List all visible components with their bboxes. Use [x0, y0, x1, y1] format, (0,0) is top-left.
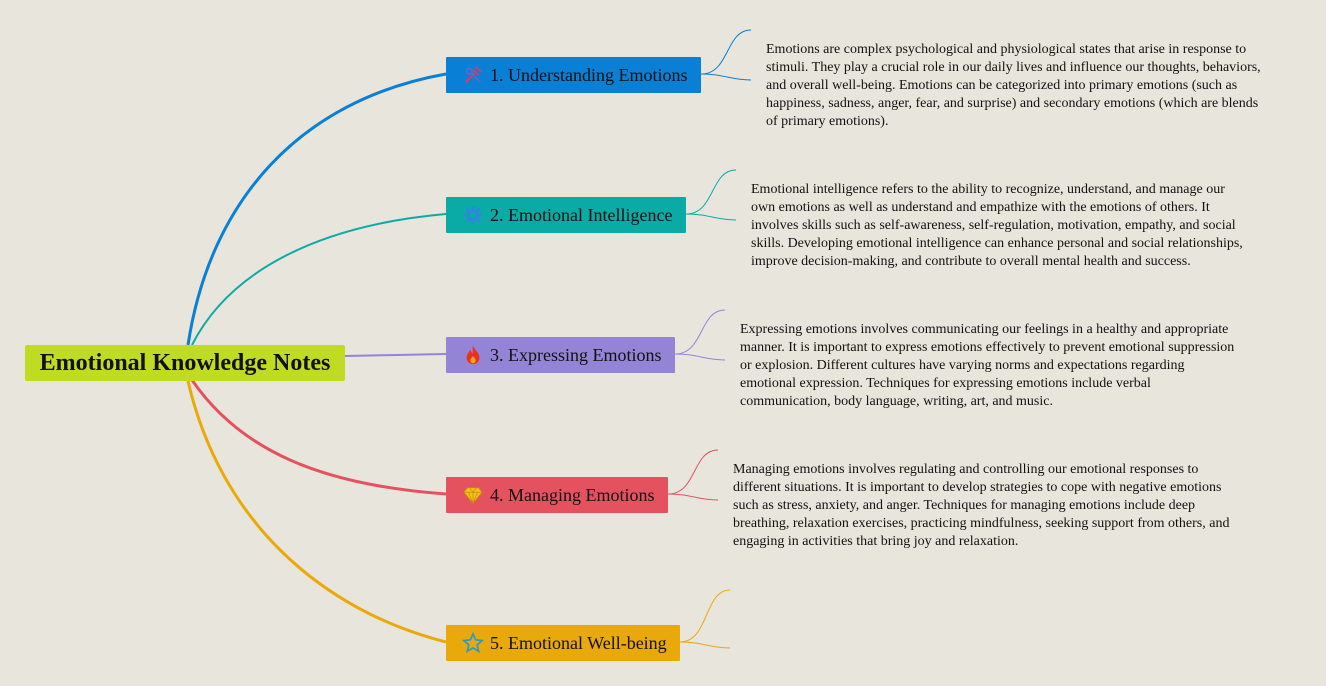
- star-icon: [462, 630, 488, 656]
- branch-emotional-intelligence[interactable]: [446, 197, 686, 233]
- root-topic-label: Emotional Knowledge Notes: [39, 349, 331, 376]
- note-managing-emotions: Managing emotions involves regulating and controlling our emotional responses to different situations. It is important to develop strategies to cope with negative emotions such as stress, anxiety, and anger. Techniques for managing emotions include deep breathing, relaxation exercises, practicing mindfulness, seeking support from others, and engaging in activities that bring joy and relaxation.: [733, 462, 1230, 549]
- gear-icon: [462, 202, 488, 228]
- branch-label: 4. Managing Emotions: [490, 484, 655, 505]
- tools-icon: [462, 62, 488, 88]
- branch-emotional-well-being[interactable]: [446, 625, 680, 661]
- branch-understanding-emotions[interactable]: [446, 57, 701, 93]
- root-topic[interactable]: [25, 345, 345, 381]
- branch-label: 1. Understanding Emotions: [490, 64, 688, 85]
- note-emotional-intelligence: Emotional intelligence refers to the ability to recognize, understand, and manage our own emotions as well as understand and empathize with the emotions of others. It involves skills such as self-awareness, self-regulation, motivation, empathy, and social skills. Developing emotional intelligence can enhance personal and social relationships, improve decision-making, and contribute to overall mental health and success.: [751, 182, 1243, 269]
- note-expressing-emotions: Expressing emotions involves communicating our feelings in a healthy and appropriate manner. It is important to express emotions effectively to prevent emotional suppression or explosion. Different cultures have varying norms and expectations regarding emotional expression. Techniques for expressing emotions include verbal communication, body language, writing, art, and music.: [740, 322, 1235, 409]
- branch-managing-emotions[interactable]: [446, 477, 668, 513]
- branch-label: 3. Expressing Emotions: [490, 344, 662, 365]
- fire-icon: [462, 342, 488, 368]
- branch-label: 2. Emotional Intelligence: [490, 204, 673, 225]
- branch-expressing-emotions[interactable]: [446, 337, 675, 373]
- note-understanding-emotions: Emotions are complex psychological and physiological states that arise in response to stimuli. They play a crucial role in our daily lives and influence our thoughts, behaviors, and overall well-being. Emotions can be categorized into primary emotions (such as happiness, sadness, anger, fear, and surprise) and secondary emotions (which are blends of primary emotions).: [766, 42, 1261, 129]
- branch-label: 5. Emotional Well-being: [490, 632, 667, 653]
- gem-icon: [462, 482, 488, 508]
